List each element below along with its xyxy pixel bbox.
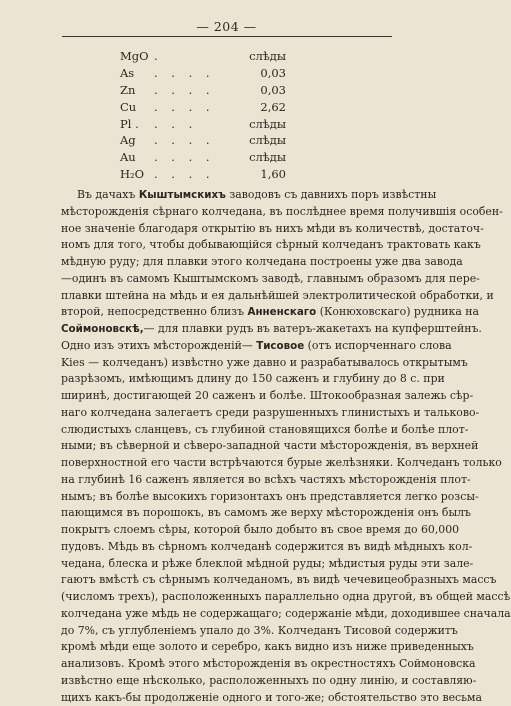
text-line [61, 221, 406, 238]
text-line [61, 355, 406, 372]
text-run: ное значеніе благодаря открытію въ нихъ мѣди въ количествѣ, достаточ- [61, 222, 484, 235]
analysis-element: As [120, 65, 154, 82]
analysis-element: Ag [120, 132, 154, 149]
text-run: второй, непосредственно близъ [61, 305, 247, 318]
text-line [61, 371, 406, 388]
text-run: — для плавки рудъ въ ватеръ-жакетахъ на купферштейнъ. [144, 322, 482, 335]
text-line [61, 690, 406, 706]
text-line [61, 606, 406, 623]
bold-term: Соймоновскѣ, [61, 323, 144, 335]
text-run: ными; въ сѣверной и сѣверо-западной части мѣсторожденія, въ верхней [61, 439, 478, 452]
text-line [61, 304, 406, 321]
text-line [61, 204, 406, 221]
text-run: (Конюховскаго) рудника на [316, 305, 479, 318]
text-run: гаютъ вмѣстѣ съ сѣрнымъ колчеданомъ, въ видѣ чечевицеобразныхъ массъ [61, 573, 496, 586]
text-run: (отъ испорченнаго слова [304, 339, 451, 352]
bold-term: Кыштымскихъ [139, 189, 226, 201]
text-line [61, 237, 406, 254]
text-line [61, 489, 406, 506]
analysis-dots: . . . . [154, 82, 226, 99]
text-run: извѣстно еще нѣсколько, расположенныхъ по одну линію, и составляю- [61, 674, 476, 687]
text-run: поверхностной его части встрѣчаются бурые желѣзняки. Колчеданъ только [61, 456, 502, 469]
page-number: — 204 — [0, 19, 453, 34]
analysis-dots: . . . [154, 116, 226, 133]
text-line [61, 338, 406, 355]
text-run: ширинѣ, достигающей 20 саженъ и болѣе. Штокообразная залежь сѣр- [61, 389, 473, 402]
analysis-dots: . . . . [154, 65, 226, 82]
text-line [61, 472, 406, 489]
text-run: заводовъ съ давнихъ поръ извѣстны [226, 188, 436, 201]
text-line [61, 656, 406, 673]
text-line [61, 388, 406, 405]
text-run: покрытъ слоемъ сѣры, которой было добыто въ свое время до 60,000 [61, 523, 459, 536]
text-line [61, 589, 406, 606]
analysis-element: MgO [120, 48, 154, 65]
text-run: до 7%, съ углубленіемъ упало до 3%. Колчеданъ Тисовой содержитъ [61, 624, 458, 637]
analysis-row [120, 48, 320, 65]
text-run: наго колчедана залегаетъ среди разрушенныхъ глинистыхъ и тальково- [61, 406, 479, 419]
analysis-table [120, 48, 320, 183]
analysis-row [120, 132, 320, 149]
text-run: щихъ какъ-бы продолженіе одного и того-же; обстоятельство это весьма [61, 691, 482, 704]
bold-term: Анненскаго [247, 306, 316, 318]
analysis-dots: . . . . [154, 166, 226, 183]
text-run: Одно изъ этихъ мѣсторожденій— [61, 339, 256, 352]
text-run: пудовъ. Мѣдь въ сѣрномъ колчеданѣ содержится въ видѣ мѣдныхъ кол- [61, 540, 472, 553]
text-run: слюдистыхъ сланцевъ, съ глубиной становящихся болѣе и болѣе плот- [61, 423, 468, 436]
text-run: —одинъ въ самомъ Кыштымскомъ заводѣ, главнымъ образомъ для пере- [61, 272, 480, 285]
analysis-value: слѣды [226, 48, 286, 65]
analysis-dots: . [154, 48, 226, 65]
text-run: разрѣзомъ, имѣющимъ длину до 150 саженъ и глубину до 8 с. при [61, 372, 445, 385]
text-run: мѣсторожденія сѣрнаго колчедана, въ послѣднее время получившія особен- [61, 205, 503, 218]
text-line [61, 539, 406, 556]
text-line [61, 438, 406, 455]
text-run: чедана, блеска и рѣже блеклой мѣдной руды; мѣдистыя руды эти зале- [61, 557, 473, 570]
text-line [61, 271, 406, 288]
text-line [61, 422, 406, 439]
analysis-element: Zn [120, 82, 154, 99]
text-line [61, 405, 406, 422]
text-line [61, 522, 406, 539]
analysis-dots: . . . . [154, 132, 226, 149]
text-run: нымъ; въ болѣе высокихъ горизонтахъ онъ представляется легко розсы- [61, 490, 479, 503]
analysis-row [120, 166, 320, 183]
text-run: номъ для того, чтобы добывающійся сѣрный колчеданъ трактовать какъ [61, 238, 481, 251]
analysis-value: 2,62 [226, 99, 286, 116]
analysis-element: Au [120, 149, 154, 166]
analysis-value: слѣды [226, 149, 286, 166]
analysis-value: 0,03 [226, 65, 286, 82]
analysis-row [120, 82, 320, 99]
analysis-value: слѣды [226, 116, 286, 133]
text-run: Kies — колчеданъ) извѣстно уже давно и разрабатывалось открытымъ [61, 356, 468, 369]
text-line [61, 187, 406, 204]
text-line [61, 254, 406, 271]
analysis-value: слѣды [226, 132, 286, 149]
text-line [61, 455, 406, 472]
text-run: Въ дачахъ [77, 188, 139, 201]
text-run: мѣдную руду; для плавки этого колчедана построены уже два завода [61, 255, 463, 268]
analysis-row [120, 65, 320, 82]
analysis-element: H₂O [120, 166, 154, 183]
bold-term: Тисовое [256, 340, 304, 352]
text-run: кромѣ мѣди еще золото и серебро, какъ видно изъ ниже приведенныхъ [61, 640, 474, 653]
text-line [61, 556, 406, 573]
text-line [61, 288, 406, 305]
analysis-row [120, 116, 320, 133]
text-run: анализовъ. Кромѣ этого мѣсторожденія въ окрестностяхъ Соймоновска [61, 657, 476, 670]
text-run: плавки штейна на мѣдь и ея дальнѣйшей электролитической обработки, и [61, 289, 494, 302]
analysis-dots: . . . . [154, 149, 226, 166]
header-rule [62, 36, 392, 37]
text-line [61, 623, 406, 640]
text-line [61, 572, 406, 589]
analysis-element: Cu [120, 99, 154, 116]
analysis-dots: . . . . [154, 99, 226, 116]
analysis-value: 1,60 [226, 166, 286, 183]
text-run: на глубинѣ 16 саженъ является во всѣхъ частяхъ мѣсторожденія плот- [61, 473, 471, 486]
text-line [61, 321, 406, 338]
text-line [61, 639, 406, 656]
analysis-value: 0,03 [226, 82, 286, 99]
analysis-element: Pl . [120, 116, 154, 133]
body-text [61, 187, 406, 706]
analysis-row [120, 149, 320, 166]
text-run: пающимся въ порошокъ, въ самомъ же верху мѣсторожденія онъ былъ [61, 506, 471, 519]
text-line [61, 673, 406, 690]
text-run: (числомъ трехъ), расположенныхъ параллельно одна другой, въ общей массѣ [61, 590, 510, 603]
analysis-row [120, 99, 320, 116]
text-line [61, 505, 406, 522]
text-run: колчедана уже мѣдь не содержащаго; содержаніе мѣди, доходившее сначала [61, 607, 511, 620]
